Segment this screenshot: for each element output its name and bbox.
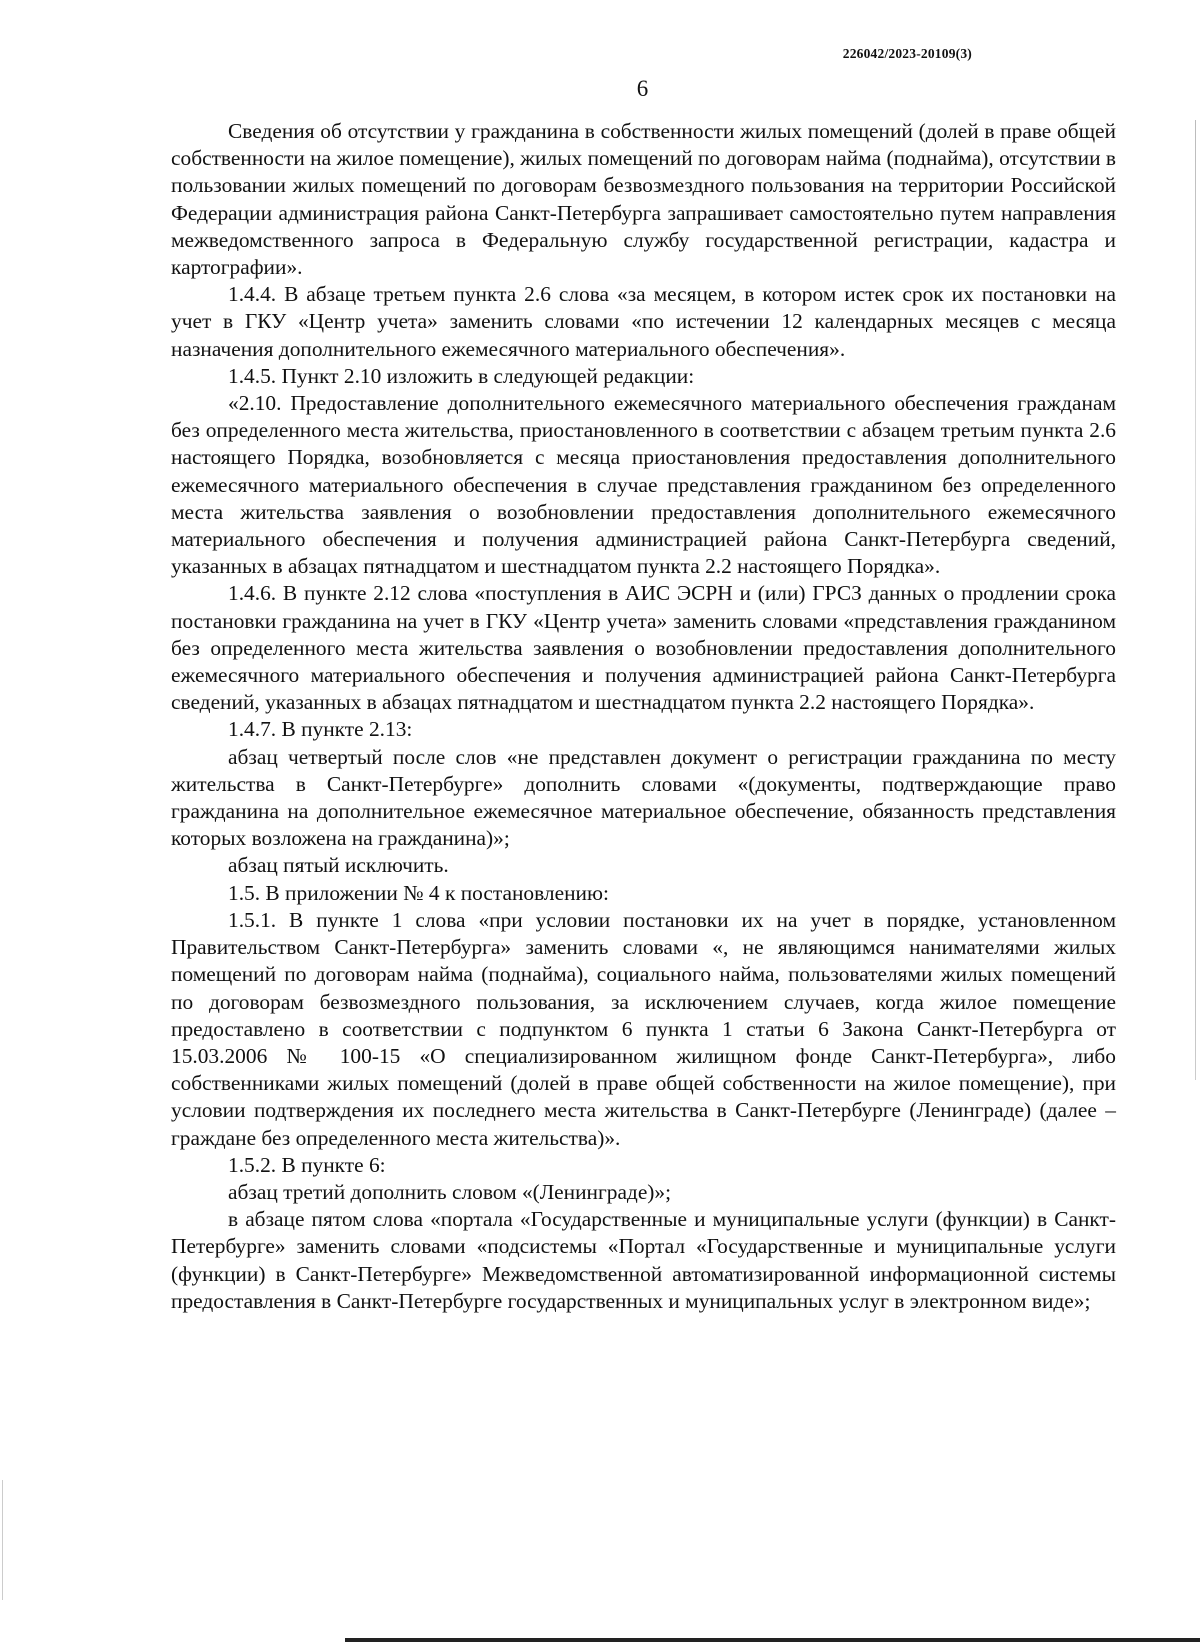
paragraph: Сведения об отсутствии у гражданина в собственности жилых помещений (долей в праве общей собственности на жилое помещение), жилых помещений по договорам найма (поднайма), отсутствии в пользовании жилых помещений по договорам безвозмездного пользования на территории Российской Федерации администрация района Санкт-Петербурга запрашивает самостоятельно путем направления межведомственного запроса в Федеральную службу государственной регистрации, кадастра и картографии».	[171, 119, 1116, 280]
paragraph: 1.4.7. В пункте 2.13:	[228, 717, 413, 742]
paragraph: «2.10. Предоставление дополнительного ежемесячного материального обеспечения гражданам без определенного места жительства, приостановленного в соответствии с абзацем третьим пункта 2.6 настоящего Порядка, возобновляется с месяца приостановления предоставления дополнительного ежемесячного материального обеспечения в случае представления гражданином без определенного места жительства заявления о возобновлении предоставления дополнительного ежемесячного материального обеспечения и получения администрацией района Санкт-Петербурга сведений, указанных в абзацах пятнадцатом и шестнадцатом пункта 2.2 настоящего Порядка».	[171, 391, 1116, 579]
paragraph: 1.4.5. Пункт 2.10 изложить в следующей редакции:	[228, 363, 695, 388]
paragraph: абзац четвертый после слов «не представлен документ о регистрации гражданина по месту жительства в Санкт-Петербурге» дополнить словами «(документы, подтверждающие право гражданина на дополнительное ежемесячное материальное обеспечение, обязанность представления которых возложена на гражданина)»;	[171, 744, 1116, 851]
page-number: 6	[636, 76, 649, 101]
paragraph: 1.5.2. В пункте 6:	[228, 1152, 386, 1177]
paragraph: 1.5.1. В пункте 1 слова «при условии постановки их на учет в порядке, установленном Правительством Санкт-Петербурга» заменить словами «, не являющимся нанимателями жилых помещений по договорам найма (поднайма), социального найма, пользователями жилых помещений по договорам безвозмездного пользования, за исключением случаев, когда жилое помещение предоставлено в соответствии с подпунктом 6 пункта 1 статьи 6 Закона Санкт-Петербурга от 15.03.2006 № 100-15 «О специализированном жилищном фонде Санкт-Петербурга», либо собственниками жилых помещений (долей в праве общей собственности на жилое помещение), при условии подтверждения их последнего места жительства в Санкт-Петербурге (Ленинграде) (далее – граждане без определенного места жительства)».	[171, 907, 1116, 1150]
paragraph: абзац третий дополнить словом «(Ленинграде)»;	[228, 1179, 672, 1204]
scan-edge-line	[2, 1480, 3, 1600]
bottom-scan-rule	[345, 1638, 1200, 1642]
document-registration-number: 226042/2023-20109(3)	[842, 46, 972, 61]
scan-edge-line	[1195, 120, 1196, 1080]
paragraph: 1.4.6. В пункте 2.12 слова «поступления в АИС ЭСРН и (или) ГРСЗ данных о продлении срока постановки гражданина на учет в ГКУ «Центр учета» заменить словами «представления гражданином без определенного места жительства заявления о возобновлении предоставления дополнительного ежемесячного материального обеспечения и получения администрацией района Санкт-Петербурга сведений, указанных в абзацах пятнадцатом и шестнадцатом пункта 2.2 настоящего Порядка».	[171, 581, 1116, 715]
paragraph: 1.4.4. В абзаце третьем пункта 2.6 слова «за месяцем, в котором истек срок их постановки на учет в ГКУ «Центр учета» заменить словами «по истечении 12 календарных месяцев с месяца назначения дополнительного ежемесячного материального обеспечения».	[171, 282, 1116, 361]
paragraph: в абзаце пятом слова «портала «Государственные и муниципальные услуги (функции) в Санкт-Петербурге» заменить словами «подсистемы «Портал «Государственные и муниципальные услуги (функции) в Санкт-Петербурге» Межведомственной автоматизированной информационной системы предоставления в Санкт-Петербурге государственных и муниципальных услуг в электронном виде»;	[171, 1207, 1116, 1313]
paragraph: 1.5. В приложении № 4 к постановлению:	[228, 880, 609, 905]
document-body	[171, 118, 1116, 1315]
paragraph: абзац пятый исключить.	[228, 853, 449, 878]
